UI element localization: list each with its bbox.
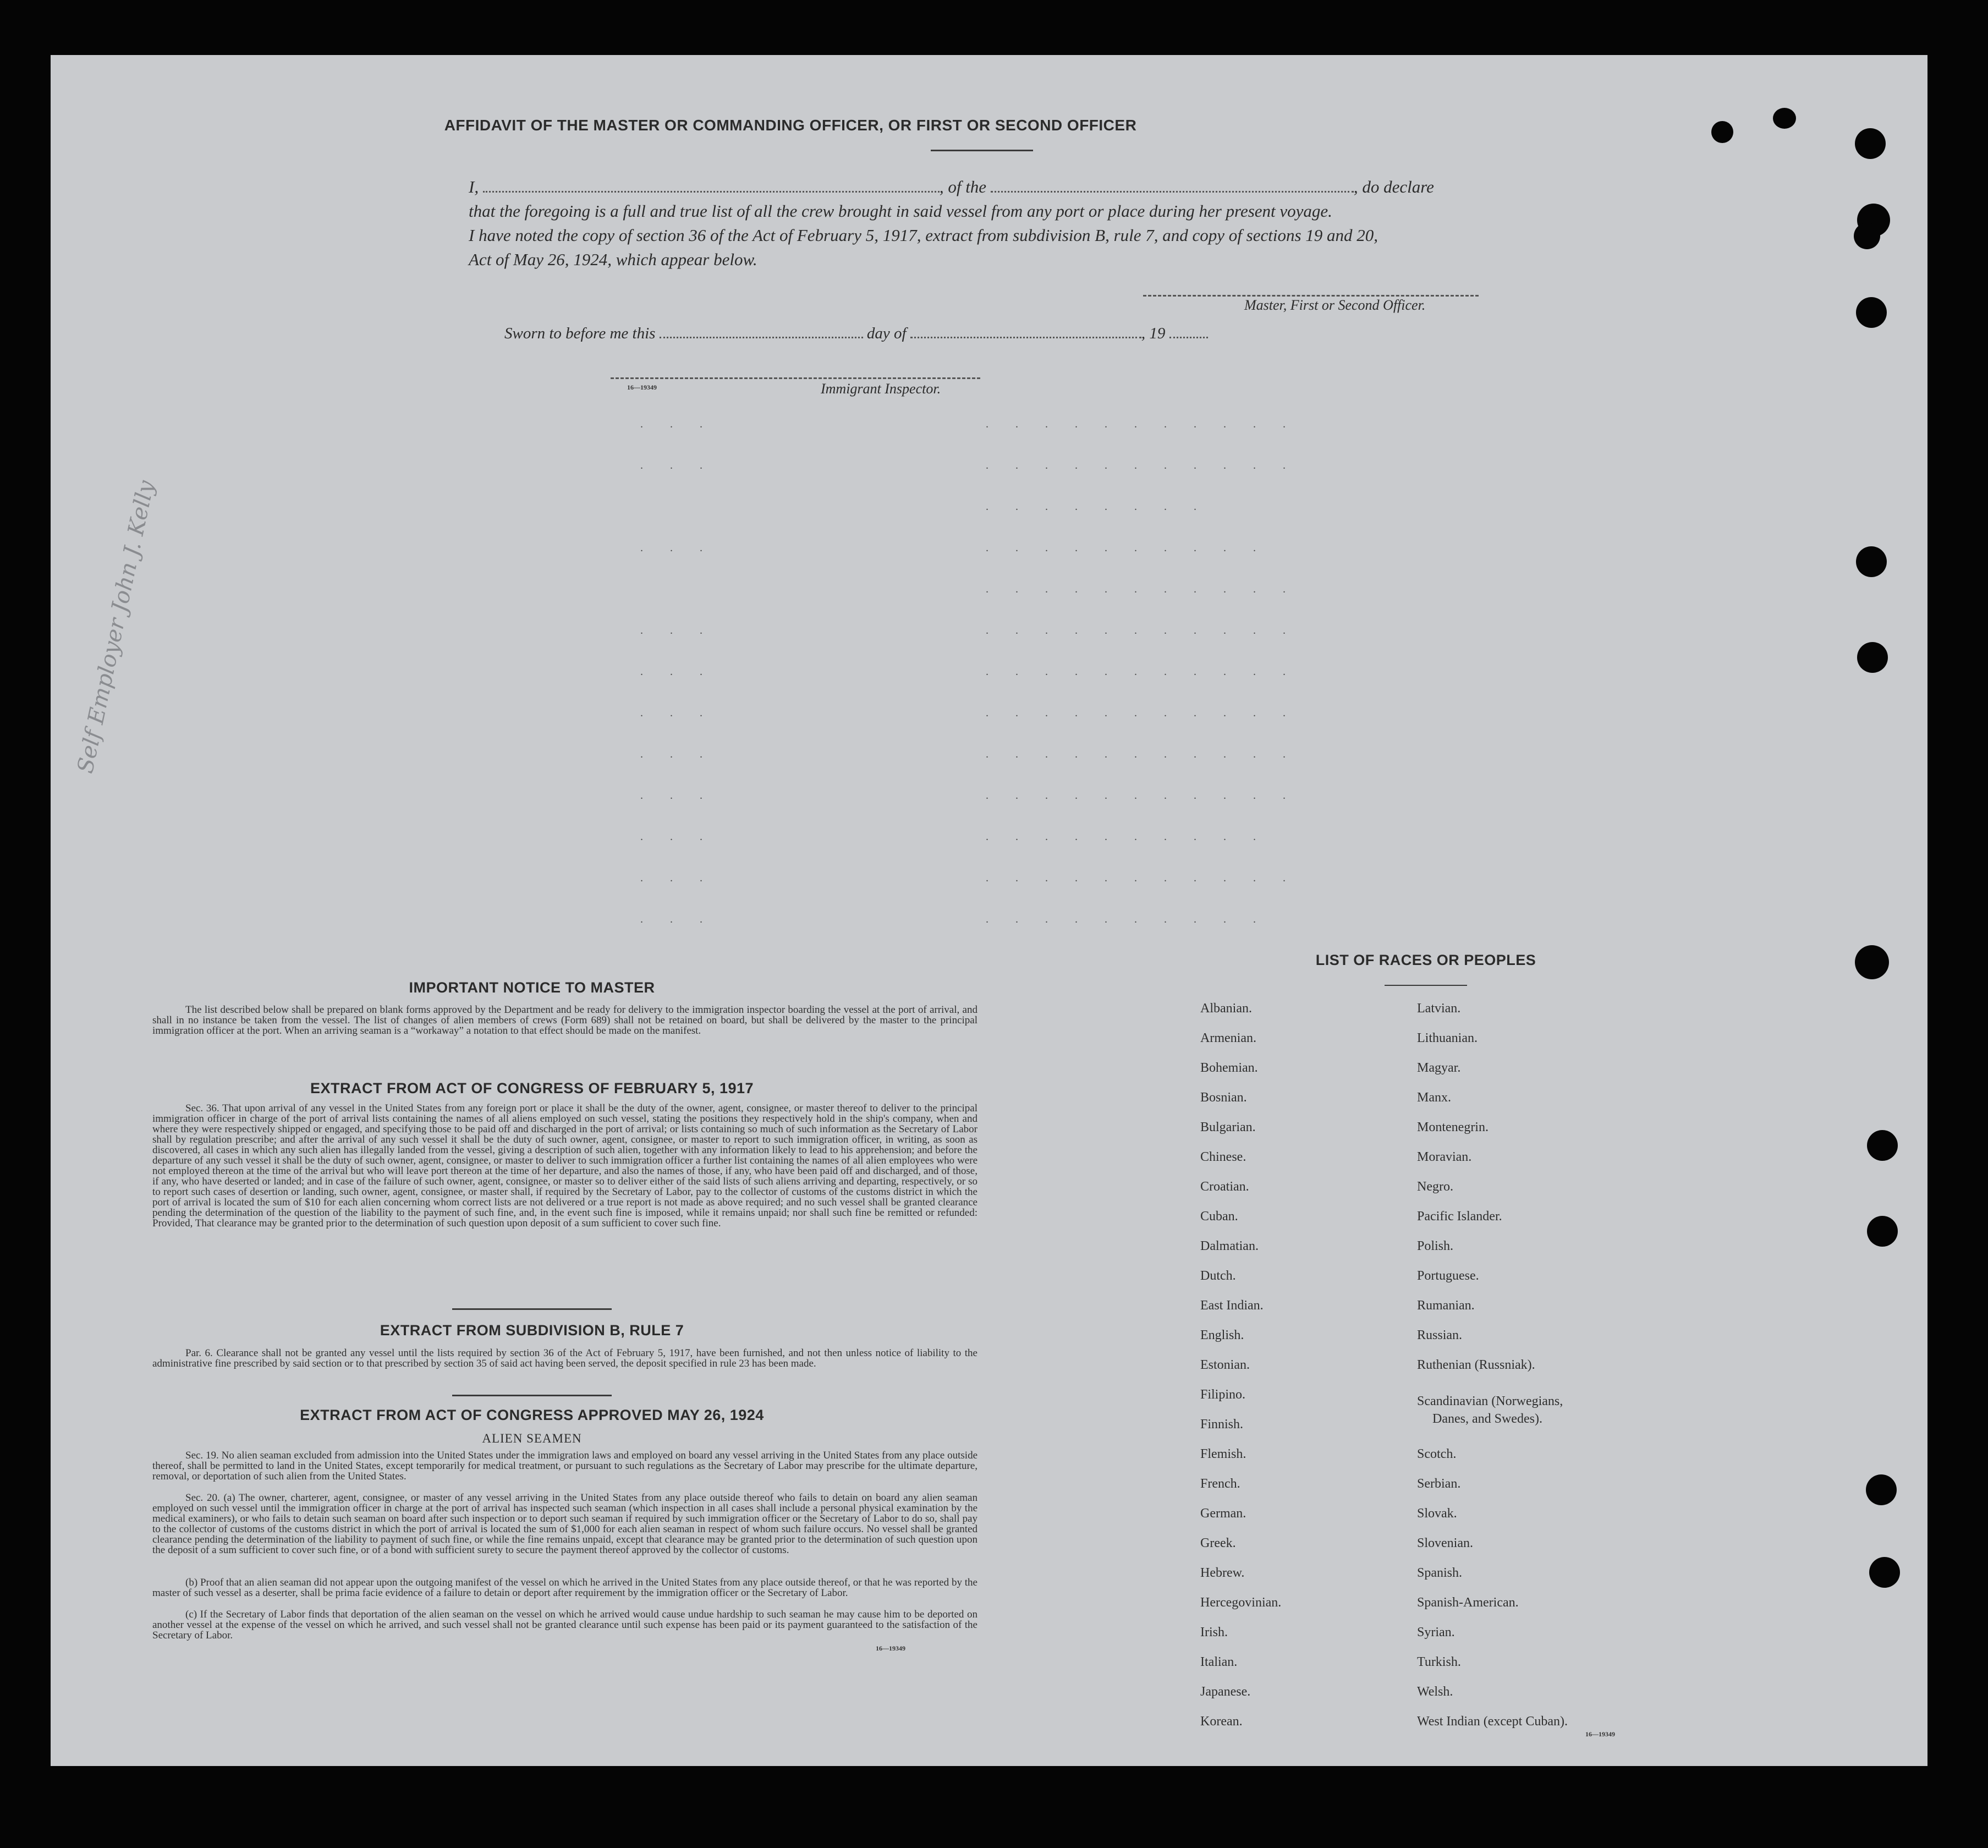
- race-item: Bosnian.: [1200, 1090, 1247, 1105]
- inspector-signature-label: Immigrant Inspector.: [821, 381, 941, 397]
- act-1917-text: Sec. 36. That upon arrival of any vessel in the United States from any foreign port or place it shall be the duty of the owner, agent, consignee, or master thereof to deliver to the principal immigration officer in charge of the port of arrival lists containing the names of all aliens employed on such vessel, stating the positions they respectively hold in the ship's company, when and where they were respectively shipped or engaged, and specifying those to be paid off and discharged in the port of arrival; or lists containing so much of such information as the Secretary of Labor shall by regulation prescribe; and after the arrival of any such vessel it shall be the duty of such owner, agent, consignee, or master to report to such immigration officer, in writing, as soon as discovered, all cases in which any such alien has illegally landed from the vessel, giving a description of such alien, together with any information likely to lead to his apprehension; and before the departure of any such vessel it shall be the duty of such owner, agent, consignee, or master to deliver to such immigration officer a further list containing the names of all alien employees who were not employed thereon at the time of the arrival but who will leave port thereon at the time of her departure, and also the names of those, if any, who have been paid off and discharged, and of those, if any, who have deserted or landed; and in case of the failure of such owner, agent, consignee, or master so to deliver either of the said lists of such aliens arriving and departing, respectively, or so to report such cases of desertion or landing, such owner, agent, consignee, or master shall, if required by the Secretary of Labor, pay to the collector of customs of the customs district in which the port of arrival is located the sum of $10 for each alien concerning whom correct lists are not delivered or a true report is not made as above required; and no such vessel shall be granted clearance pending the determination of the question of the liability to the payment of such fine, and, in the event such fine is imposed, while it remains unpaid; nor shall such fine be remitted or refunded: Provided, That clearance may be granted prior to the determination of such question upon deposit of a sum sufficient to cover such fine.: [152, 1103, 977, 1229]
- bleed-through-marks: . . .: [640, 831, 715, 843]
- race-item: Spanish-American.: [1417, 1595, 1519, 1610]
- section-divider: [452, 1395, 612, 1396]
- sworn-year-blank[interactable]: [1169, 336, 1208, 338]
- race-item: Finnish.: [1200, 1417, 1244, 1432]
- form-number-top: 16—19349: [627, 383, 657, 391]
- declaration-of-the: , of the: [939, 177, 987, 196]
- race-item: Hebrew.: [1200, 1566, 1245, 1580]
- notice-heading: IMPORTANT NOTICE TO MASTER: [409, 979, 655, 996]
- punch-hole: [1854, 223, 1880, 249]
- race-item: Latvian.: [1417, 1001, 1461, 1016]
- race-item: Slovak.: [1417, 1506, 1457, 1521]
- race-item: Syrian.: [1417, 1625, 1455, 1639]
- bleed-through-marks: . . . . . . . . . . .: [986, 872, 1298, 884]
- bleed-through-marks: . . .: [640, 913, 715, 925]
- bleed-through-marks: . . . . . . . . . .: [986, 831, 1268, 843]
- race-item: Dalmatian.: [1200, 1239, 1259, 1253]
- punch-hole: [1857, 642, 1888, 673]
- punch-hole: [1773, 108, 1796, 129]
- bleed-through-marks: . . . . . . . . . .: [986, 913, 1268, 925]
- race-item: Negro.: [1417, 1180, 1453, 1194]
- race-item: Croatian.: [1200, 1180, 1249, 1194]
- punch-hole: [1855, 128, 1886, 159]
- bleed-through-marks: . . .: [640, 748, 715, 760]
- alien-seamen-heading: ALIEN SEAMEN: [482, 1432, 582, 1445]
- race-item: Welsh.: [1417, 1685, 1453, 1699]
- race-item: Russian.: [1417, 1328, 1463, 1342]
- race-item: Scotch.: [1417, 1447, 1457, 1461]
- race-item: Bohemian.: [1200, 1061, 1258, 1075]
- race-item: Korean.: [1200, 1714, 1243, 1729]
- race-item: Montenegrin.: [1417, 1120, 1489, 1134]
- declaration-do-declare: , do declare: [1353, 177, 1434, 196]
- master-signature-label: Master, First or Second Officer.: [1244, 297, 1426, 313]
- bleed-through-marks: . . .: [640, 872, 715, 884]
- race-item: Irish.: [1200, 1625, 1228, 1639]
- race-item: Chinese.: [1200, 1150, 1246, 1164]
- race-item: Dutch.: [1200, 1269, 1236, 1283]
- bleed-through-marks: . . .: [640, 789, 715, 802]
- bleed-through-marks: . . . . . . . . . . .: [986, 707, 1298, 719]
- declaration-text-3: Act of May 26, 1924, which appear below.: [469, 250, 757, 269]
- sec-20c-text: (c) If the Secretary of Labor finds that deportation of the alien seaman on the vessel on which he arrived would cause undue hardship to such seaman he may cause him to be deported on another vessel at the expense of the vessel on which he arrived, and such vessel shall not be granted clearance until such expense has been paid or its payment guaranteed to the satisfaction of the Secretary of Labor.: [152, 1609, 977, 1641]
- bleed-through-marks: . . .: [640, 418, 715, 430]
- title-divider: [931, 150, 1033, 151]
- bleed-through-marks: . . . . . . . . . . .: [986, 789, 1298, 802]
- bleed-through-marks: . . .: [640, 542, 715, 554]
- bleed-through-marks: . . .: [640, 624, 715, 637]
- punch-hole: [1867, 1130, 1898, 1161]
- race-item: East Indian.: [1200, 1298, 1264, 1313]
- act-1917-heading: EXTRACT FROM ACT OF CONGRESS OF FEBRUARY 5, 1917: [310, 1080, 754, 1096]
- document-page: [51, 55, 1927, 1766]
- race-item: Danes, and Swedes).: [1432, 1412, 1542, 1426]
- race-item: Japanese.: [1200, 1685, 1251, 1699]
- race-item: Italian.: [1200, 1655, 1238, 1669]
- form-number-left: 16—19349: [876, 1644, 905, 1652]
- margin-handwriting: Self Employer John J. Kelly: [73, 478, 160, 776]
- form-number-right: 16—19349: [1585, 1730, 1615, 1738]
- race-item: Pacific Islander.: [1417, 1209, 1502, 1224]
- race-item: Magyar.: [1417, 1061, 1461, 1075]
- races-heading: LIST OF RACES OR PEOPLES: [1315, 952, 1536, 968]
- sworn-year: , 19: [1141, 325, 1166, 342]
- race-item: English.: [1200, 1328, 1244, 1342]
- rule-7-heading: EXTRACT FROM SUBDIVISION B, RULE 7: [380, 1322, 684, 1339]
- bleed-through-marks: . . . . . . . . . . .: [986, 624, 1298, 637]
- race-item: Greek.: [1200, 1536, 1236, 1550]
- race-item: Moravian.: [1417, 1150, 1472, 1164]
- master-signature-line[interactable]: [1143, 295, 1479, 297]
- race-item: Ruthenian (Russniak).: [1417, 1358, 1535, 1372]
- declaration-i: I,: [469, 177, 479, 196]
- bleed-through-marks: . . . . . . . . . . .: [986, 459, 1298, 471]
- punch-hole: [1869, 1557, 1900, 1588]
- race-item: Lithuanian.: [1417, 1031, 1478, 1045]
- sworn-text: Sworn to before me this: [504, 325, 656, 342]
- act-1924-heading: EXTRACT FROM ACT OF CONGRESS APPROVED MAY 26, 1924: [300, 1407, 764, 1423]
- race-item: Cuban.: [1200, 1209, 1238, 1224]
- race-item: Turkish.: [1417, 1655, 1461, 1669]
- sec-20a-text: Sec. 20. (a) The owner, charterer, agent, consignee, or master of any vessel arriving in the United States from any place outside thereof who fails to detain on board any alien seaman employed on such vessel until the immigration officer in charge at the port of arrival has inspected such seaman (which inspection in all cases shall include a personal physical examination by the medical examiners), or who fails to detain such seaman on board after such inspection or to deport such seaman if required by such immigration officer or the Secretary of Labor to do so, shall pay to the collector of customs of the customs district in which the port of arrival is located the sum of $1,000 for each alien seaman in respect of whom such failure occurs. No vessel shall be granted clearance pending the determination of the liability to payment of such fine, or while the fine remains unpaid, except that clearance may be granted prior to the determination of such question upon the deposit of a sum sufficient to cover such fine, or of a bond with sufficient surety to secure the payment thereof approved by the collector of customs.: [152, 1492, 977, 1556]
- sec-20b-text: (b) Proof that an alien seaman did not appear upon the outgoing manifest of the vessel on which he arrived in the United States from any place outside thereof, or that he was reported by the master of such vessel as a deserter, shall be prima facie evidence of a failure to detain or deport after requirement by the immigration officer or the Secretary of Labor.: [152, 1577, 977, 1599]
- declaration-text-2: I have noted the copy of section 36 of the Act of February 5, 1917, extract from subdivision B, rule 7, and copy of sections 19 and 20,: [469, 226, 1379, 245]
- sworn-day-of: day of: [866, 325, 907, 342]
- race-item: Slovenian.: [1417, 1536, 1473, 1550]
- race-item: French.: [1200, 1477, 1240, 1491]
- race-item: Polish.: [1417, 1239, 1454, 1253]
- declaration-line: [469, 175, 1552, 199]
- race-item: Albanian.: [1200, 1001, 1252, 1016]
- race-item: Filipino.: [1200, 1388, 1246, 1402]
- bleed-through-marks: . . . . . . . . . . .: [986, 748, 1298, 760]
- race-item: Serbian.: [1417, 1477, 1461, 1491]
- race-item: Portuguese.: [1417, 1269, 1479, 1283]
- race-item: Flemish.: [1200, 1447, 1246, 1461]
- race-item: Rumanian.: [1417, 1298, 1475, 1313]
- race-item: Armenian.: [1200, 1031, 1256, 1045]
- sec-19-text: Sec. 19. No alien seaman excluded from admission into the United States under the immigration laws and employed on board any vessel arriving in the United States from any place outside thereof, shall be permitted to land in the United States, except temporarily for medical treatment, or pursuant to such regulations as the Secretary of Labor may prescribe for the ultimate departure, removal, or deportation of such alien from the United States.: [152, 1450, 977, 1482]
- bleed-through-marks: . . .: [640, 707, 715, 719]
- punch-hole: [1856, 297, 1887, 328]
- bleed-through-marks: . . . . . . . . . . .: [986, 666, 1298, 678]
- race-item: Hercegovinian.: [1200, 1595, 1282, 1610]
- race-item: German.: [1200, 1506, 1246, 1521]
- race-item: West Indian (except Cuban).: [1417, 1714, 1568, 1729]
- notice-text: The list described below shall be prepared on blank forms approved by the Department and be ready for delivery to the immigration inspector boarding the vessel at the port of arrival, and shall in no instance be taken from the vessel. The list of changes of alien members of crews (Form 689) shall not be retained on board, but shall be delivered by the master to the principal immigration officer at the port. When an arriving seaman is a “workaway” a notation to that effect should be made on the manifest.: [152, 1004, 977, 1037]
- bleed-through-marks: . . . . . . . . . . .: [986, 583, 1298, 595]
- race-item: Estonian.: [1200, 1358, 1250, 1372]
- rule-7-text: Par. 6. Clearance shall not be granted any vessel until the lists required by section 36 of the Act of February 5, 1917, have been furnished, and not then unless notice of liability to the administrative fine prescribed by said section or to that prescribed by section 35 of said act having been served, the deposit specified in rule 23 has been made.: [152, 1347, 977, 1369]
- punch-hole: [1711, 121, 1733, 143]
- sworn-month-blank[interactable]: [910, 336, 1141, 338]
- races-divider: [1385, 985, 1467, 986]
- race-item: Manx.: [1417, 1090, 1451, 1105]
- race-item: Scandinavian (Norwegians,: [1417, 1394, 1563, 1408]
- sworn-line: [504, 321, 1588, 346]
- vessel-blank[interactable]: [991, 190, 1354, 193]
- declaration-text-1: that the foregoing is a full and true list of all the crew brought in said vessel from any port or place during her present voyage.: [469, 201, 1332, 221]
- bleed-through-marks: . . . . . . . . . .: [986, 542, 1268, 554]
- punch-hole: [1866, 1474, 1897, 1505]
- punch-hole: [1856, 546, 1887, 577]
- sworn-day-blank[interactable]: [660, 336, 863, 338]
- bleed-through-marks: . . .: [640, 459, 715, 471]
- affidavit-title: AFFIDAVIT OF THE MASTER OR COMMANDING OFFICER, OR FIRST OR SECOND OFFICER: [444, 117, 1137, 134]
- race-item: Bulgarian.: [1200, 1120, 1256, 1134]
- bleed-through-marks: . . . . . . . . . . .: [986, 418, 1298, 430]
- punch-hole: [1855, 945, 1889, 979]
- inspector-signature-line[interactable]: [611, 377, 980, 379]
- name-blank[interactable]: [483, 190, 940, 193]
- section-divider: [452, 1308, 612, 1310]
- race-item: Spanish.: [1417, 1566, 1463, 1580]
- bleed-through-marks: . . .: [640, 666, 715, 678]
- punch-hole: [1867, 1216, 1898, 1247]
- bleed-through-marks: . . . . . . . .: [986, 501, 1209, 513]
